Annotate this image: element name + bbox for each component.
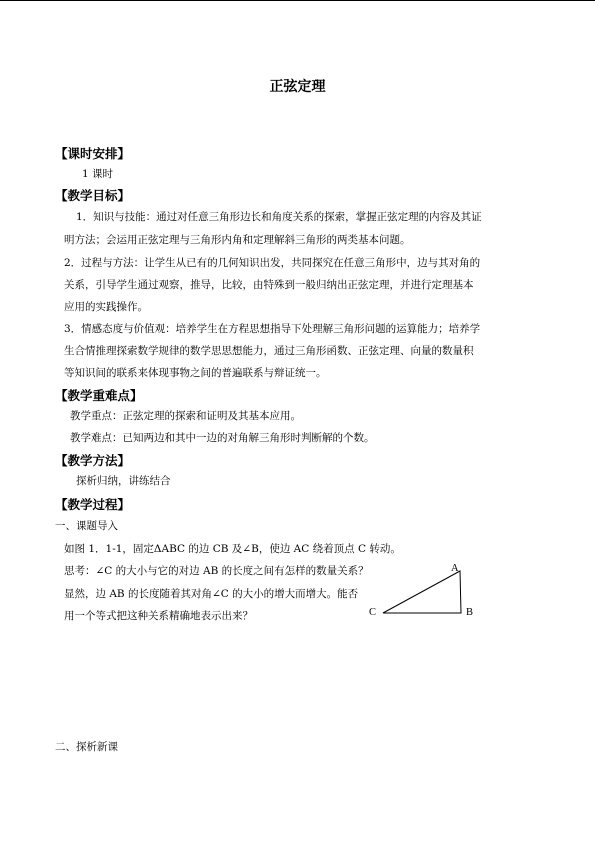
- heading-process: 【教学过程】: [55, 497, 131, 512]
- goal-line: 关系，引导学生通过观察，推导，比较，由特殊到一般归纳出正弦定理，并进行定理基本: [64, 279, 474, 291]
- goal-line: 生合情推理探索数学规律的数学思思想能力，通过三角形函数、正弦定理、向量的数量积: [64, 345, 474, 357]
- goal-line: 明方法；会运用正弦定理与三角形内角和定理解斜三角形的两类基本问题。: [64, 234, 411, 246]
- heading-schedule: 【课时安排】: [55, 146, 131, 161]
- key-point-line: 教学难点：已知两边和其中一边的对角解三角形时判断解的个数。: [70, 432, 375, 444]
- heading-method: 【教学方法】: [55, 453, 131, 468]
- process-part2-heading: 二、探析新课: [55, 741, 118, 753]
- top-rule: [0, 0, 595, 1]
- triangle-figure: [380, 568, 470, 618]
- vertex-label-c: C: [369, 607, 377, 618]
- heading-goals: 【教学目标】: [55, 188, 131, 203]
- process-line: 思考：∠C 的大小与它的对边 AB 的长度之间有怎样的数量关系？: [64, 565, 369, 577]
- goal-line: 等知识间的联系来体现事物之间的普遍联系与辩证统一。: [64, 367, 327, 379]
- goal-line: 1．知识与技能：通过对任意三角形边长和角度关系的探索，掌握正弦定理的内容及其证: [76, 211, 482, 223]
- process-part1-heading: 一、课题导入: [55, 520, 118, 532]
- page-title: 正弦定理: [269, 79, 326, 95]
- goal-line: 3．情感态度与价值观：培养学生在方程思想指导下处理解三角形问题的运算能力；培养学: [64, 323, 481, 335]
- process-line: 如图 1．1-1，固定ΔABC 的边 CB 及∠B，使边 AC 绕着顶点 C 转动。: [64, 543, 401, 555]
- vertex-label-a: A: [451, 563, 459, 574]
- goal-line: 应用的实践操作。: [64, 301, 148, 313]
- goal-line: 2．过程与方法：让学生从已有的几何知识出发，共同探究在任意三角形中，边与其对角的: [64, 257, 481, 269]
- schedule-text: 1 课时: [82, 168, 114, 180]
- method-text: 探析归纳，讲练结合: [76, 475, 171, 487]
- key-point-line: 教学重点：正弦定理的探索和证明及其基本应用。: [70, 410, 301, 422]
- process-line: 用一个等式把这种关系精确地表示出来？: [64, 610, 253, 622]
- heading-key-points: 【教学重难点】: [55, 388, 143, 403]
- process-line: 显然，边 AB 的长度随着其对角∠C 的大小的增大而增大。能否: [64, 588, 359, 600]
- vertex-label-b: B: [466, 607, 474, 618]
